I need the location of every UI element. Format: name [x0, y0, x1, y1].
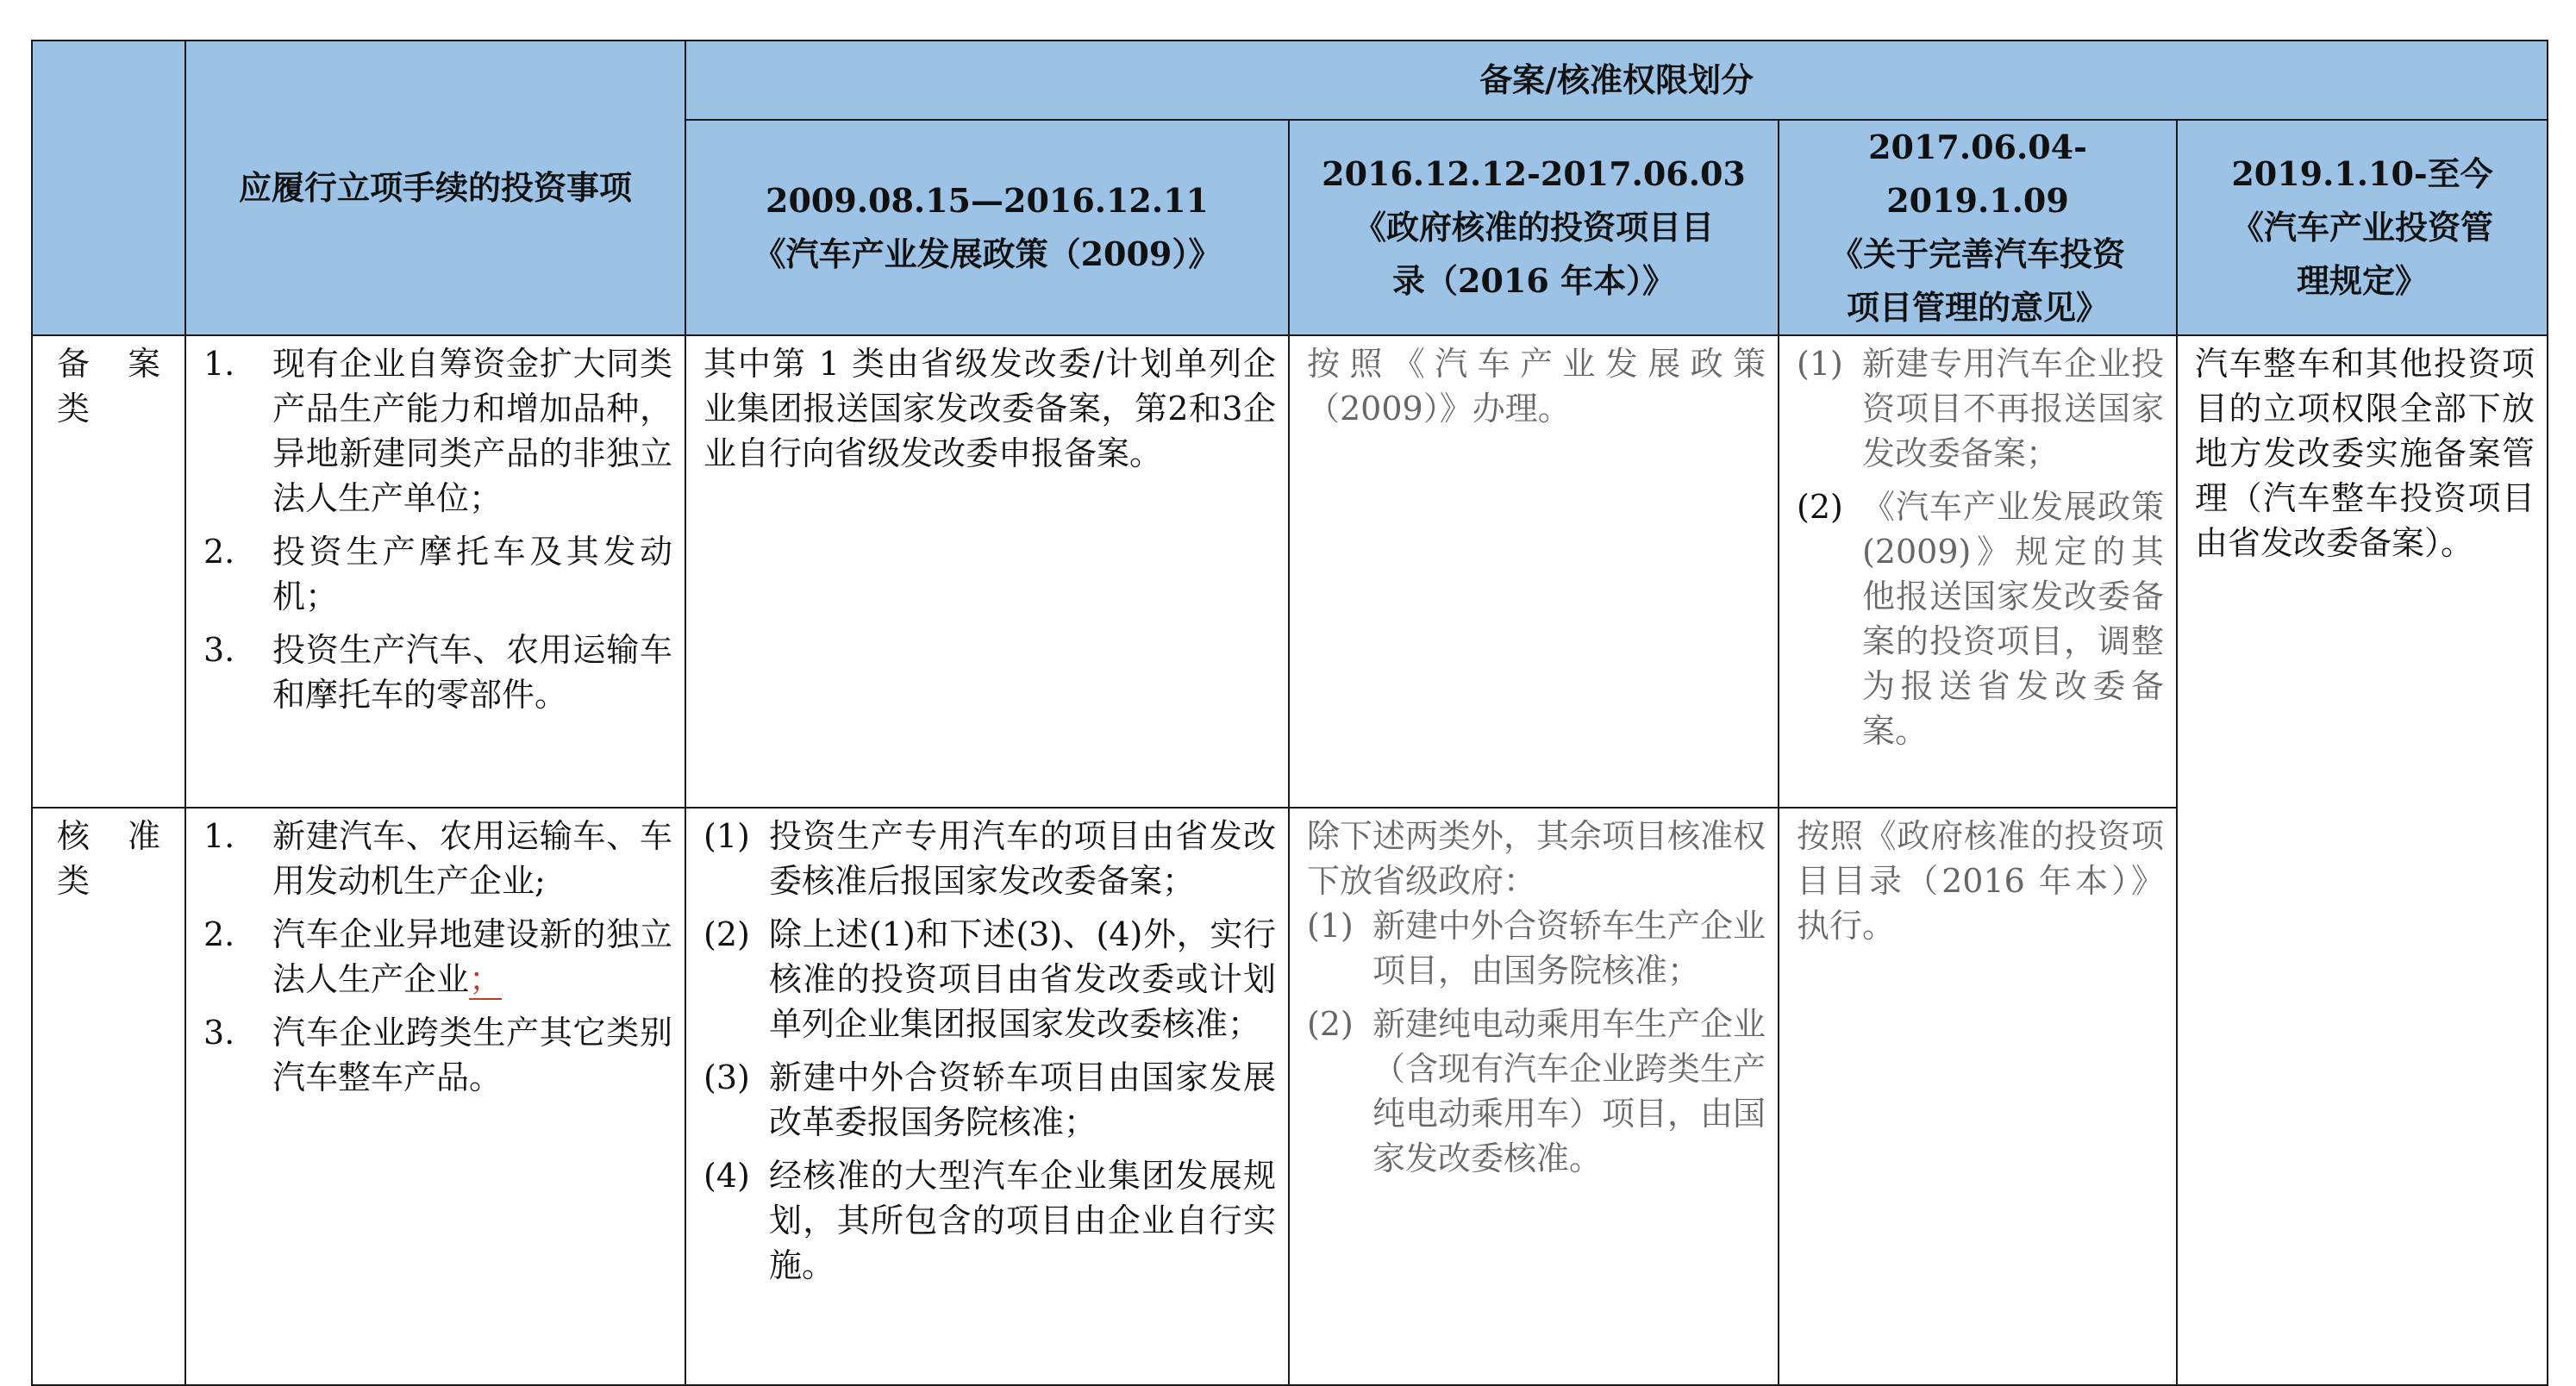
policy-table [31, 40, 2548, 1386]
period-1-policy: 《汽车产业发展政策（2009）》 [753, 234, 1222, 273]
item-number: (2) [1797, 488, 1843, 526]
approval-period-2-intro: 除下述两类外，其余项目核准权下放省级政府： [1307, 817, 1766, 900]
period-3-policy-line2: 项目管理的意见》 [1846, 288, 2109, 327]
item-text: 新建中外合资轿车项目由国家发展改革委报国务院核准； [769, 1058, 1276, 1141]
item-number: (3) [703, 1058, 750, 1096]
header-period-4 [2177, 120, 2548, 335]
item-text: 《汽车产业发展政策(2009)》规定的其他报送国家发改委备案的投资项目，调整为报送省发改委备案。 [1862, 488, 2164, 750]
category-approval-char-1: 核 [57, 817, 91, 855]
item-text: 现有企业自筹资金扩大同类产品生产能力和增加品种，异地新建同类产品的非独立法人生产单位； [272, 345, 672, 517]
header-main [685, 41, 2548, 120]
period-2-policy-line1: 《政府核准的投资项目目 [1353, 208, 1714, 247]
filing-period-2-text: 按照《汽车产业发展政策（2009）》办理。 [1307, 345, 1766, 428]
item-number: (4) [703, 1157, 750, 1195]
period-4-dates: 2019.1.10-至今 [2231, 154, 2493, 193]
list-item [203, 627, 672, 717]
header-main-title: 备案/核准权限划分 [1479, 60, 1754, 99]
period-2-policy-line2: 录（2016 年本）》 [1392, 261, 1675, 300]
list-item [203, 1010, 672, 1100]
category-approval-char-3: 类 [57, 862, 91, 900]
item-number: (2) [1307, 1005, 1354, 1043]
item-text: 经核准的大型汽车企业集团发展规划，其所包含的项目由企业自行实施。 [769, 1157, 1276, 1284]
filing-period-1-text: 其中第 1 类由省级发改委/计划单列企业集团报送国家发改委备案，第2和3企业自行向省级发改委申报备案。 [703, 345, 1276, 472]
period-3-dates: 2017.06.04-2019.1.09 [1868, 128, 2087, 220]
period-2-dates: 2016.12.12-2017.06.03 [1322, 154, 1746, 193]
item-text: 投资生产专用汽车的项目由省发改委核准后报国家发改委备案； [769, 817, 1276, 900]
item-text: 投资生产汽车、农用运输车和摩托车的零部件。 [272, 631, 672, 714]
item-text: 投资生产摩托车及其发动机； [272, 533, 672, 615]
period-4-text: 汽车整车和其他投资项目的立项权限全部下放地方发改委实施备案管理（汽车整车投资项目由省发改委备案）。 [2195, 345, 2535, 562]
list-item [1797, 341, 2164, 476]
list-item [703, 1055, 1276, 1145]
category-filing-char-2: 案 [127, 345, 160, 383]
category-filing-char-1: 备 [57, 345, 91, 383]
item-number: 3. [203, 631, 235, 669]
category-filing-char-3: 类 [57, 390, 91, 428]
item-text: 新建汽车、农用运输车、车用发动机生产企业; [272, 817, 672, 900]
revision-mark: ； [469, 960, 503, 998]
period-4-cell [2177, 335, 2548, 1385]
filing-period-3 [1779, 335, 2177, 808]
period-4-policy-line2: 理规定》 [2297, 261, 2429, 300]
filing-period-2 [1289, 335, 1779, 808]
header-investment [185, 41, 685, 335]
filing-period-1 [685, 335, 1289, 808]
list-item [203, 341, 672, 521]
list-item [203, 814, 672, 903]
list-item [203, 529, 672, 619]
item-text: 汽车企业跨类生产其它类别汽车整车产品。 [272, 1014, 672, 1096]
item-text: 新建纯电动乘用车生产企业（含现有汽车企业跨类生产纯电动乘用车）项目，由国家发改委核准。 [1372, 1005, 1766, 1177]
list-item [703, 1153, 1276, 1288]
list-item [703, 912, 1276, 1046]
header-corner [32, 41, 185, 335]
header-period-3 [1779, 120, 2177, 335]
approval-period-1 [685, 808, 1289, 1385]
approval-items [185, 808, 685, 1385]
approval-period-3 [1779, 808, 2177, 1385]
header-period-1 [685, 120, 1289, 335]
item-text: 新建专用汽车企业投资项目不再报送国家发改委备案； [1862, 345, 2164, 472]
approval-period-2 [1289, 808, 1779, 1385]
category-approval-char-2: 准 [127, 817, 160, 855]
item-number: (1) [1797, 345, 1843, 383]
item-number: 1. [203, 345, 235, 383]
item-number: 1. [203, 817, 235, 855]
item-text: 除上述(1)和下述(3)、(4)外，实行核准的投资项目由省发改委或计划单列企业集团报国家发改委核准； [769, 915, 1276, 1043]
item-number: (1) [1307, 907, 1354, 945]
category-approval [32, 808, 185, 1385]
filing-items [185, 335, 685, 808]
period-1-dates: 2009.08.15—2016.12.11 [766, 181, 1209, 220]
period-4-policy-line1: 《汽车产业投资管 [2231, 208, 2494, 247]
item-text: 新建中外合资轿车生产企业项目，由国务院核准； [1372, 907, 1766, 990]
period-3-policy-line1: 《关于完善汽车投资 [1829, 234, 2125, 273]
item-text [272, 912, 672, 1002]
list-item [703, 814, 1276, 903]
item-number: 2. [203, 533, 235, 571]
list-item [203, 912, 672, 1002]
item-number: 3. [203, 1014, 235, 1052]
list-item [1307, 1002, 1766, 1181]
list-item [1307, 903, 1766, 993]
item-number: (2) [703, 915, 750, 953]
item-text-main: 汽车企业异地建设新的独立法人生产企业 [272, 915, 672, 998]
item-number: 2. [203, 915, 235, 953]
category-filing [32, 335, 185, 808]
header-investment-label: 应履行立项手续的投资事项 [238, 168, 632, 207]
list-item [1797, 484, 2164, 753]
approval-period-3-text: 按照《政府核准的投资项目目录（2016 年本）》执行。 [1797, 817, 2164, 945]
header-period-2 [1289, 120, 1779, 335]
item-number: (1) [703, 817, 750, 855]
